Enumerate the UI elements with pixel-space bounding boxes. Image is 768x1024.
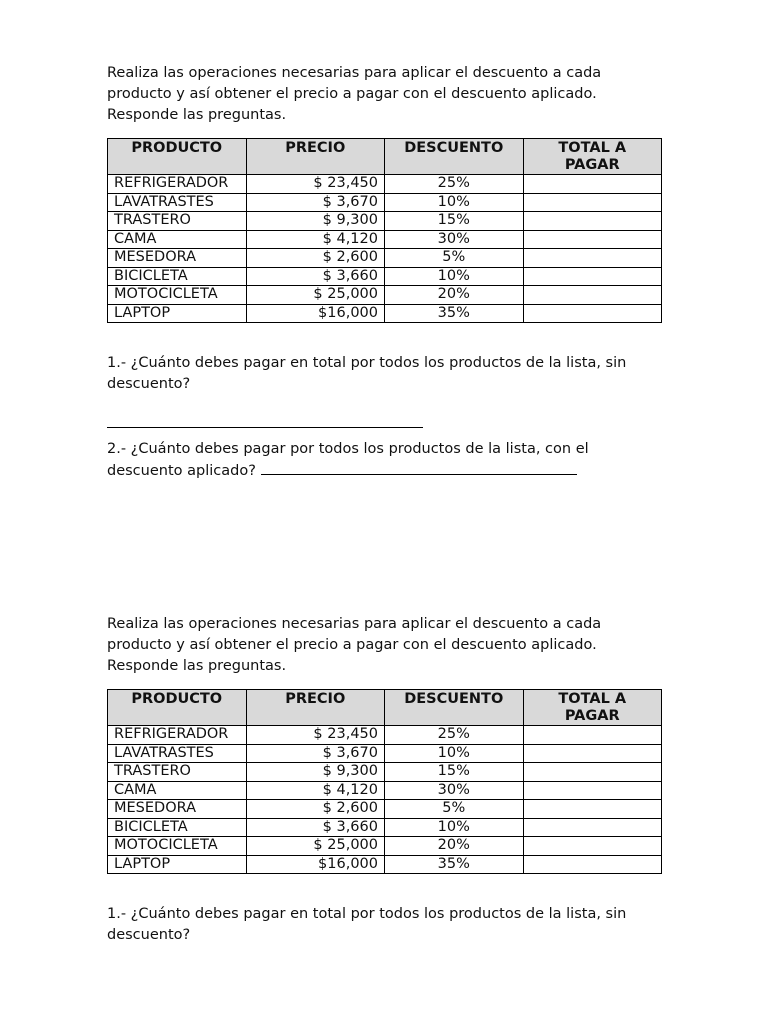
discount-cell: 5% [385,249,524,268]
price-cell: $ 2,600 [246,800,385,819]
table-row [108,249,662,268]
table-row [108,781,662,800]
discount-cell: 35% [385,304,524,323]
price-cell: $ 3,660 [246,818,385,837]
table-row [108,800,662,819]
total-cell[interactable] [523,837,662,856]
price-cell: $ 3,670 [246,744,385,763]
product-cell: MESEDORA [108,800,247,819]
table-row [108,744,662,763]
total-cell[interactable] [523,193,662,212]
table-body [108,175,662,323]
table-row [108,193,662,212]
table-row [108,212,662,231]
table-row [108,837,662,856]
total-cell[interactable] [523,175,662,194]
table-body [108,726,662,874]
table-row [108,818,662,837]
product-cell: TRASTERO [108,212,247,231]
product-cell: BICICLETA [108,818,247,837]
answer-line-2[interactable] [261,460,577,475]
answer-line-1[interactable] [107,426,423,428]
discount-cell: 15% [385,763,524,782]
question-1: 1.- ¿Cuánto debes pagar en total por todos los productos de la lista, sin descuento? [107,906,627,943]
total-cell[interactable] [523,726,662,745]
total-cell[interactable] [523,267,662,286]
total-cell[interactable] [523,286,662,305]
discount-cell: 25% [385,175,524,194]
product-cell: REFRIGERADOR [108,175,247,194]
exercise-section-1 [107,63,667,482]
table-row [108,175,662,194]
product-cell: MOTOCICLETA [108,286,247,305]
price-cell: $ 3,670 [246,193,385,212]
table-row [108,286,662,305]
header-precio: PRECIO [246,139,385,175]
header-total-a-pagar: TOTAL A PAGAR [523,139,662,175]
products-table [107,138,662,323]
header-descuento: DESCUENTO [385,139,524,175]
header-precio: PRECIO [246,690,385,726]
products-table [107,689,662,874]
price-cell: $ 23,450 [246,726,385,745]
total-cell[interactable] [523,304,662,323]
header-total-a-pagar: TOTAL A PAGAR [523,690,662,726]
discount-cell: 15% [385,212,524,231]
price-cell: $ 3,660 [246,267,385,286]
product-cell: TRASTERO [108,763,247,782]
product-cell: LAVATRASTES [108,744,247,763]
product-cell: LAVATRASTES [108,193,247,212]
price-cell: $16,000 [246,855,385,874]
price-cell: $ 23,450 [246,175,385,194]
table-row [108,304,662,323]
total-cell[interactable] [523,818,662,837]
product-cell: MOTOCICLETA [108,837,247,856]
discount-cell: 25% [385,726,524,745]
discount-cell: 10% [385,818,524,837]
discount-cell: 20% [385,286,524,305]
instructions-text: Realiza las operaciones necesarias para aplicar el descuento a cada producto y así obtener el precio a pagar con el descuento aplicado. Responde las preguntas. [107,65,602,123]
table-row [108,763,662,782]
table-header-row [108,690,662,726]
discount-cell: 5% [385,800,524,819]
product-cell: LAPTOP [108,855,247,874]
price-cell: $ 25,000 [246,286,385,305]
header-descuento: DESCUENTO [385,690,524,726]
discount-cell: 30% [385,230,524,249]
question-1: 1.- ¿Cuánto debes pagar en total por todos los productos de la lista, sin descuento? [107,355,627,392]
product-cell: LAPTOP [108,304,247,323]
price-cell: $ 9,300 [246,212,385,231]
product-cell: REFRIGERADOR [108,726,247,745]
price-cell: $ 9,300 [246,763,385,782]
table-header-row [108,139,662,175]
total-cell[interactable] [523,763,662,782]
header-producto: PRODUCTO [108,690,247,726]
discount-cell: 20% [385,837,524,856]
question-2-text: 2.- ¿Cuánto debes pagar por todos los productos de la lista, con el descuento aplicado? [107,441,589,479]
discount-cell: 30% [385,781,524,800]
discount-cell: 10% [385,267,524,286]
product-cell: CAMA [108,781,247,800]
price-cell: $16,000 [246,304,385,323]
total-cell[interactable] [523,230,662,249]
table-row [108,726,662,745]
price-cell: $ 25,000 [246,837,385,856]
product-cell: MESEDORA [108,249,247,268]
total-cell[interactable] [523,781,662,800]
discount-cell: 10% [385,193,524,212]
table-row [108,230,662,249]
instructions-text: Realiza las operaciones necesarias para aplicar el descuento a cada producto y así obtener el precio a pagar con el descuento aplicado. Responde las preguntas. [107,616,602,674]
product-cell: CAMA [108,230,247,249]
question-2 [107,439,667,482]
table-row [108,855,662,874]
exercise-section-2 [107,614,667,946]
header-producto: PRODUCTO [108,139,247,175]
product-cell: BICICLETA [108,267,247,286]
discount-cell: 10% [385,744,524,763]
discount-cell: 35% [385,855,524,874]
total-cell[interactable] [523,855,662,874]
price-cell: $ 4,120 [246,781,385,800]
price-cell: $ 4,120 [246,230,385,249]
table-row [108,267,662,286]
total-cell[interactable] [523,744,662,763]
total-cell[interactable] [523,800,662,819]
total-cell[interactable] [523,212,662,231]
total-cell[interactable] [523,249,662,268]
price-cell: $ 2,600 [246,249,385,268]
